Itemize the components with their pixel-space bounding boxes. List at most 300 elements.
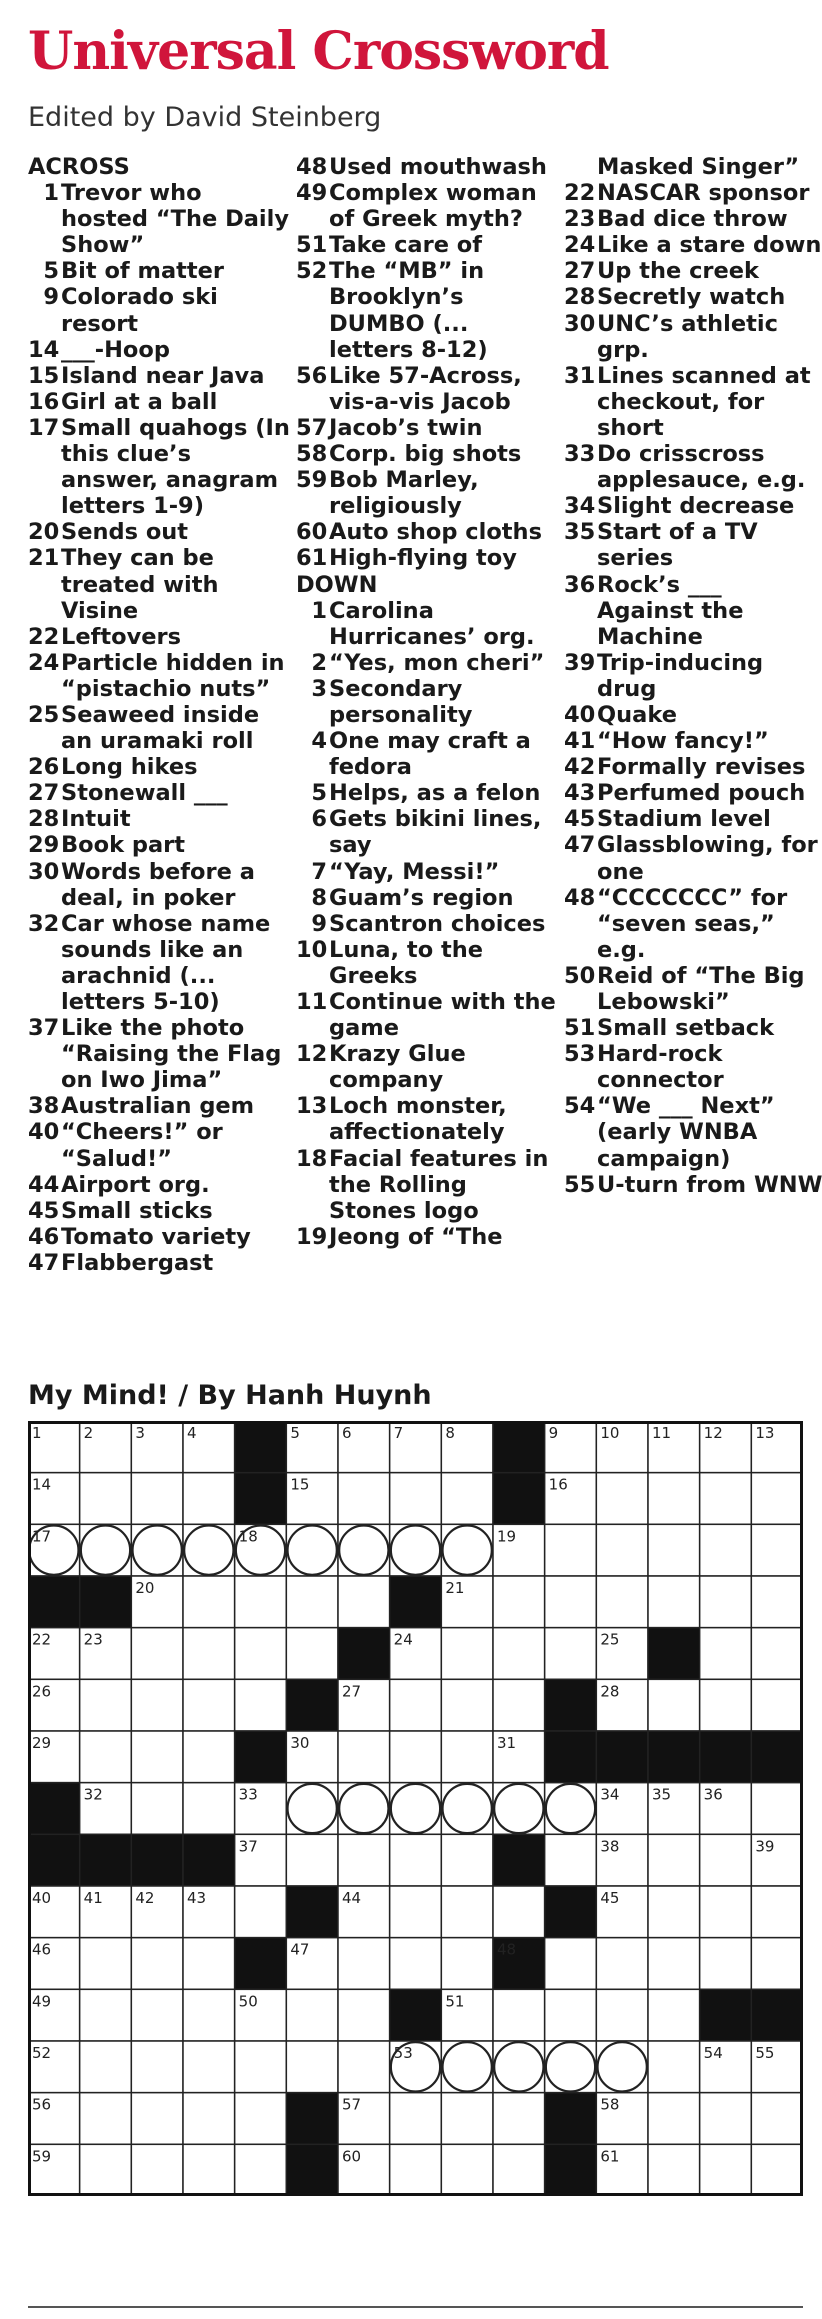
grid-cell[interactable] — [648, 1524, 700, 1576]
clue-number: 46 — [28, 1223, 60, 1250]
clue-number: 55 — [564, 1171, 596, 1198]
black-square — [545, 1679, 597, 1731]
grid-cell[interactable] — [545, 1576, 597, 1628]
clue-item[interactable] — [28, 832, 290, 858]
cell-number: 43 — [187, 1889, 207, 1907]
clue-item[interactable] — [296, 650, 558, 676]
grid-cell[interactable] — [183, 2093, 235, 2145]
clue-text: Start of a TV series — [597, 519, 758, 572]
clue-item[interactable] — [564, 572, 822, 650]
grid-cell[interactable] — [183, 2144, 235, 2196]
clue-text: Gets bikini lines, say — [329, 806, 542, 859]
grid-cell[interactable] — [286, 1628, 338, 1680]
clue-number: 7 — [311, 858, 327, 885]
clue-item[interactable] — [28, 337, 290, 363]
clue-item[interactable] — [296, 441, 558, 467]
clue-item[interactable] — [564, 1172, 822, 1198]
grid-cell[interactable] — [80, 1989, 132, 2041]
grid-cell[interactable] — [751, 1886, 803, 1938]
clue-text: Airport org. — [61, 1171, 210, 1198]
grid-cell[interactable] — [648, 1679, 700, 1731]
cell-number: 17 — [32, 1527, 52, 1546]
grid-cell[interactable] — [700, 1473, 752, 1525]
grid-cell[interactable] — [700, 1576, 752, 1628]
grid-cell[interactable] — [493, 2093, 545, 2145]
clue-item[interactable] — [296, 728, 558, 780]
clue-item[interactable] — [296, 519, 558, 545]
grid-cell[interactable] — [700, 1938, 752, 1990]
clue-number: 61 — [296, 545, 328, 572]
grid-cell[interactable] — [390, 1679, 442, 1731]
cell-number: 6 — [342, 1424, 352, 1442]
clue-text: “We ___ Next” (early WNBA campaign) — [597, 1093, 775, 1172]
clue-item[interactable] — [296, 1093, 558, 1145]
grid-cell[interactable] — [441, 1834, 493, 1886]
grid-cell[interactable] — [390, 1834, 442, 1886]
grid-cell[interactable] — [441, 1938, 493, 1990]
clue-text: Like a stare down — [597, 232, 822, 259]
cell-number: 9 — [548, 1424, 559, 1442]
grid-cell[interactable] — [545, 1628, 597, 1680]
clue-number: 44 — [28, 1171, 60, 1198]
black-square — [235, 1421, 287, 1473]
black-square — [28, 1783, 80, 1835]
grid-cell[interactable] — [648, 2144, 700, 2196]
grid-cell[interactable] — [80, 2041, 132, 2093]
clue-item[interactable] — [296, 780, 558, 806]
clue-item[interactable] — [564, 806, 822, 832]
clue-item[interactable] — [28, 1119, 290, 1171]
grid-cell[interactable] — [338, 1989, 390, 2041]
clue-item[interactable] — [564, 1015, 822, 1041]
clue-item[interactable] — [28, 519, 290, 545]
clue-number: 15 — [28, 362, 60, 389]
black-square — [751, 1731, 803, 1783]
cell-number: 47 — [290, 1940, 310, 1959]
black-square — [545, 2144, 597, 2196]
cell-number: 50 — [238, 1992, 258, 2011]
clue-item[interactable] — [28, 415, 290, 519]
clue-item[interactable] — [28, 545, 290, 623]
grid-cell[interactable] — [235, 2093, 287, 2145]
cell-number: 55 — [755, 2044, 775, 2062]
clue-item[interactable] — [296, 232, 558, 258]
grid-cell[interactable] — [596, 1989, 648, 2041]
grid-cell[interactable] — [700, 1628, 752, 1680]
clue-item[interactable] — [28, 180, 290, 258]
clue-number: 22 — [564, 180, 596, 207]
clue-number: 16 — [28, 388, 60, 415]
grid-cell[interactable] — [441, 1628, 493, 1680]
clue-item[interactable] — [564, 702, 822, 728]
grid-cell[interactable] — [80, 1731, 132, 1783]
grid-cell[interactable] — [183, 1989, 235, 2041]
clue-item[interactable] — [564, 519, 822, 571]
clue-number: 19 — [296, 1223, 328, 1250]
clue-item[interactable] — [28, 754, 290, 780]
clue-text: Corp. big shots — [329, 441, 522, 468]
clue-item[interactable] — [296, 989, 558, 1041]
grid-cell[interactable] — [441, 1886, 493, 1938]
grid-cell[interactable] — [751, 1524, 803, 1576]
cell-number: 21 — [445, 1579, 465, 1597]
clue-number: 39 — [564, 649, 596, 676]
grid-cell[interactable] — [235, 1886, 287, 1938]
clue-item[interactable] — [564, 154, 822, 180]
clue-text: Bob Marley, religiously — [329, 467, 479, 520]
cell-number: 25 — [600, 1630, 620, 1649]
grid-cell[interactable] — [390, 1938, 442, 1990]
clue-number: 5 — [43, 258, 59, 285]
clue-item[interactable] — [28, 1172, 290, 1198]
grid-cell[interactable] — [751, 1473, 803, 1525]
grid-cell[interactable] — [286, 2041, 338, 2093]
clue-number: 30 — [564, 310, 596, 337]
clue-item[interactable] — [564, 1093, 822, 1171]
grid-cell[interactable] — [648, 1989, 700, 2041]
clue-item[interactable] — [564, 963, 822, 1015]
clue-item[interactable] — [296, 676, 558, 728]
cell-number: 48 — [497, 1940, 517, 1959]
clue-item[interactable] — [296, 154, 558, 180]
grid-cell[interactable] — [235, 1576, 287, 1628]
grid-cell[interactable] — [131, 1783, 183, 1835]
grid-cell[interactable] — [183, 1731, 235, 1783]
cell-number: 18 — [238, 1527, 258, 1546]
clue-text: Secretly watch — [597, 284, 786, 311]
grid-cell[interactable] — [131, 1473, 183, 1525]
bottom-divider — [28, 2306, 803, 2308]
clue-item[interactable] — [296, 1041, 558, 1093]
clue-text: Lines scanned at checkout, for short — [597, 362, 811, 441]
clue-item[interactable] — [564, 180, 822, 206]
grid-cell[interactable] — [493, 1886, 545, 1938]
grid-cell[interactable] — [648, 1473, 700, 1525]
clue-item[interactable] — [564, 284, 822, 310]
across-header: ACROSS — [28, 154, 130, 180]
clue-item[interactable] — [564, 728, 822, 754]
grid-cell[interactable] — [700, 1886, 752, 1938]
grid-cell[interactable] — [338, 1731, 390, 1783]
clue-item[interactable] — [28, 1198, 290, 1224]
grid-cell[interactable] — [390, 2093, 442, 2145]
clue-item[interactable] — [28, 389, 290, 415]
clue-item[interactable] — [296, 415, 558, 441]
grid-cell[interactable] — [183, 1576, 235, 1628]
grid-cell[interactable] — [648, 1886, 700, 1938]
clue-text: Stonewall ___ — [61, 780, 228, 807]
grid-cell[interactable] — [493, 2144, 545, 2196]
grid-cell[interactable] — [390, 1473, 442, 1525]
clue-number: 38 — [28, 1093, 60, 1120]
clue-text: Helps, as a felon — [329, 780, 541, 807]
clue-item[interactable] — [296, 885, 558, 911]
grid-cell[interactable] — [80, 1473, 132, 1525]
clue-item[interactable] — [28, 624, 290, 650]
clue-item[interactable] — [296, 180, 558, 232]
grid-cell[interactable] — [131, 1679, 183, 1731]
grid-cell[interactable] — [751, 1938, 803, 1990]
clue-item[interactable] — [28, 284, 290, 336]
grid-cell[interactable] — [390, 2144, 442, 2196]
clue-text: Loch monster, affectionately — [329, 1093, 507, 1146]
clue-item[interactable] — [296, 859, 558, 885]
editor-credit: Edited by David Steinberg — [28, 102, 382, 133]
clue-item[interactable] — [564, 1041, 822, 1093]
clue-text: Book part — [61, 832, 186, 859]
clue-item[interactable] — [28, 650, 290, 702]
clue-number: 28 — [564, 284, 596, 311]
grid-cell[interactable] — [441, 2093, 493, 2145]
black-square — [493, 1421, 545, 1473]
clue-item[interactable] — [296, 598, 558, 650]
clue-number: 45 — [564, 806, 596, 833]
grid-cell[interactable] — [131, 1989, 183, 2041]
clue-number: 51 — [296, 232, 328, 259]
grid-cell[interactable] — [648, 1938, 700, 1990]
grid-cell[interactable] — [80, 2144, 132, 2196]
grid-cell[interactable] — [131, 2093, 183, 2145]
grid-cell[interactable] — [235, 2144, 287, 2196]
grid-cell[interactable] — [700, 2093, 752, 2145]
grid-cell[interactable] — [338, 2041, 390, 2093]
clue-item[interactable] — [296, 1224, 558, 1250]
grid-cell[interactable] — [596, 1473, 648, 1525]
black-square — [28, 1576, 80, 1628]
clue-number: 11 — [296, 989, 328, 1015]
clue-text: Small setback — [597, 1015, 775, 1042]
grid-cell[interactable] — [80, 2093, 132, 2145]
grid-cell[interactable] — [80, 1938, 132, 1990]
grid-cell[interactable] — [183, 1679, 235, 1731]
grid-cell[interactable] — [751, 1783, 803, 1835]
grid-cell[interactable] — [235, 1628, 287, 1680]
clue-item[interactable] — [28, 911, 290, 1015]
cell-number: 39 — [755, 1837, 775, 1856]
grid-cell[interactable] — [390, 1731, 442, 1783]
grid-cell[interactable] — [648, 1576, 700, 1628]
clue-text: Small sticks — [61, 1197, 213, 1224]
clue-number: 9 — [43, 284, 59, 311]
grid-cell[interactable] — [596, 1524, 648, 1576]
clue-item[interactable] — [564, 493, 822, 519]
grid-cell[interactable] — [183, 1783, 235, 1835]
clue-item[interactable] — [564, 780, 822, 806]
clue-item[interactable] — [28, 1250, 290, 1276]
clue-number: 58 — [296, 441, 328, 468]
grid-cell[interactable] — [751, 1679, 803, 1731]
grid-cell[interactable] — [648, 2041, 700, 2093]
clue-column-1 — [28, 154, 290, 1276]
grid-cell[interactable] — [131, 1731, 183, 1783]
grid-cell[interactable] — [338, 1938, 390, 1990]
clue-item[interactable] — [296, 806, 558, 858]
clue-number: 49 — [296, 180, 328, 207]
clue-number: 48 — [564, 884, 596, 911]
grid-cell[interactable] — [338, 1473, 390, 1525]
black-square — [235, 1938, 287, 1990]
grid-cell[interactable] — [235, 1679, 287, 1731]
grid-cell[interactable] — [493, 1628, 545, 1680]
cell-number: 11 — [652, 1424, 672, 1442]
cell-number: 41 — [83, 1889, 103, 1907]
clue-text: Trip-inducing drug — [597, 649, 764, 702]
grid-cell[interactable] — [235, 2041, 287, 2093]
grid-cell[interactable] — [338, 1834, 390, 1886]
clue-number: 14 — [28, 336, 60, 363]
grid-cell[interactable] — [286, 1576, 338, 1628]
clue-item[interactable] — [564, 363, 822, 441]
grid-cell[interactable] — [545, 1834, 597, 1886]
grid-cell[interactable] — [441, 2144, 493, 2196]
grid-cell[interactable] — [700, 2144, 752, 2196]
clue-item[interactable] — [28, 1224, 290, 1250]
clue-item[interactable] — [28, 1015, 290, 1093]
grid-cell[interactable] — [390, 1886, 442, 1938]
clue-number: 8 — [311, 884, 327, 911]
grid-cell[interactable] — [648, 1834, 700, 1886]
clue-number: 30 — [28, 858, 60, 885]
grid-cell[interactable] — [183, 1938, 235, 1990]
clue-item[interactable] — [296, 1146, 558, 1224]
clue-item[interactable] — [296, 467, 558, 519]
grid-cell[interactable] — [338, 1576, 390, 1628]
clue-number: 1 — [43, 180, 59, 207]
grid-cell[interactable] — [441, 1679, 493, 1731]
clue-number: 45 — [28, 1197, 60, 1224]
clue-item[interactable] — [296, 937, 558, 989]
cell-number: 7 — [393, 1424, 404, 1442]
cell-number: 22 — [32, 1630, 52, 1649]
cell-number: 53 — [393, 2044, 413, 2062]
black-square — [493, 1473, 545, 1525]
cell-number: 54 — [703, 2044, 723, 2062]
clue-text: Guam’s region — [329, 884, 514, 911]
clue-item[interactable] — [564, 754, 822, 780]
cell-number: 3 — [135, 1424, 145, 1442]
clue-item[interactable] — [28, 363, 290, 389]
clue-item[interactable] — [564, 206, 822, 232]
grid-cell[interactable] — [493, 1989, 545, 2041]
clue-item[interactable] — [564, 311, 822, 363]
clue-text: Luna, to the Greeks — [329, 936, 484, 989]
grid-cell[interactable] — [751, 2144, 803, 2196]
black-square — [286, 2144, 338, 2196]
black-square — [545, 1731, 597, 1783]
cell-number: 1 — [32, 1424, 42, 1442]
clue-number: 20 — [28, 519, 60, 546]
grid-cell[interactable] — [183, 1473, 235, 1525]
clue-text: Rock’s ___ Against the Machine — [597, 571, 744, 650]
grid-cell[interactable] — [545, 1938, 597, 1990]
grid-cell[interactable] — [286, 1989, 338, 2041]
cell-number: 58 — [600, 2095, 620, 2114]
clue-text: Leftovers — [61, 623, 182, 650]
grid-cell[interactable] — [131, 1628, 183, 1680]
clue-item[interactable] — [564, 832, 822, 884]
grid-cell[interactable] — [751, 2093, 803, 2145]
grid-cell[interactable] — [131, 2144, 183, 2196]
clue-item[interactable] — [28, 806, 290, 832]
clue-item[interactable] — [564, 232, 822, 258]
clue-number: 34 — [564, 493, 596, 520]
cell-number: 13 — [755, 1424, 775, 1442]
grid-cell[interactable] — [493, 1576, 545, 1628]
clue-text: Secondary personality — [329, 675, 473, 728]
grid-cell[interactable] — [80, 1679, 132, 1731]
grid-cell[interactable] — [700, 1834, 752, 1886]
grid-cell[interactable] — [700, 1679, 752, 1731]
grid-cell[interactable] — [183, 1628, 235, 1680]
clue-text: Australian gem — [61, 1093, 255, 1120]
cell-number: 16 — [548, 1475, 568, 1494]
clue-item[interactable] — [296, 258, 558, 362]
clue-number: 9 — [311, 910, 327, 937]
grid-cell[interactable] — [131, 1938, 183, 1990]
grid-cell[interactable] — [131, 2041, 183, 2093]
clue-text: Reid of “The Big Lebowski” — [597, 962, 805, 1015]
clue-item[interactable] — [564, 650, 822, 702]
black-square — [286, 1886, 338, 1938]
black-square — [596, 1731, 648, 1783]
clue-text: Island near Java — [61, 362, 265, 389]
clue-text: Car whose name sounds like an arachnid (... letters 5-10) — [61, 910, 271, 1015]
grid-cell[interactable] — [596, 1938, 648, 1990]
clue-text: Quake — [597, 701, 677, 728]
cell-number: 27 — [342, 1682, 362, 1701]
grid-cell[interactable] — [183, 2041, 235, 2093]
clue-item[interactable] — [28, 859, 290, 911]
grid-cell[interactable] — [493, 1679, 545, 1731]
clue-item[interactable] — [564, 885, 822, 963]
page-title: Universal Crossword — [28, 21, 609, 82]
clue-text: Long hikes — [61, 754, 198, 781]
grid-cell[interactable] — [545, 1989, 597, 2041]
clue-item[interactable] — [296, 363, 558, 415]
clue-item[interactable] — [564, 441, 822, 493]
grid-cell[interactable] — [751, 1628, 803, 1680]
grid-cell[interactable] — [596, 1576, 648, 1628]
clue-item[interactable] — [28, 258, 290, 284]
clue-text: Carolina Hurricanes’ org. — [329, 597, 535, 650]
black-square — [751, 1989, 803, 2041]
cell-number: 26 — [32, 1682, 52, 1701]
grid-cell[interactable] — [545, 1524, 597, 1576]
clue-text: Jeong of “The — [329, 1223, 503, 1250]
grid-cell[interactable] — [286, 1834, 338, 1886]
crossword-grid[interactable] — [28, 1421, 803, 2196]
clue-number: 51 — [564, 1015, 596, 1042]
cell-number: 20 — [135, 1579, 155, 1597]
black-square — [390, 1989, 442, 2041]
grid-cell[interactable] — [751, 1576, 803, 1628]
cell-number: 10 — [600, 1424, 620, 1442]
clue-number: 18 — [296, 1145, 328, 1172]
grid-cell[interactable] — [648, 2093, 700, 2145]
clue-item[interactable] — [28, 780, 290, 806]
clue-item[interactable] — [28, 1093, 290, 1119]
grid-cell[interactable] — [441, 1473, 493, 1525]
clue-item[interactable] — [296, 911, 558, 937]
clue-item[interactable] — [28, 702, 290, 754]
clue-text: Formally revises — [597, 754, 806, 781]
clue-text: Trevor who hosted “The Daily Show” — [61, 180, 290, 259]
clue-number: 28 — [28, 806, 60, 833]
grid-cell[interactable] — [700, 1524, 752, 1576]
clue-item[interactable] — [296, 545, 558, 571]
clue-item[interactable] — [564, 258, 822, 284]
grid-cell[interactable] — [441, 1731, 493, 1783]
